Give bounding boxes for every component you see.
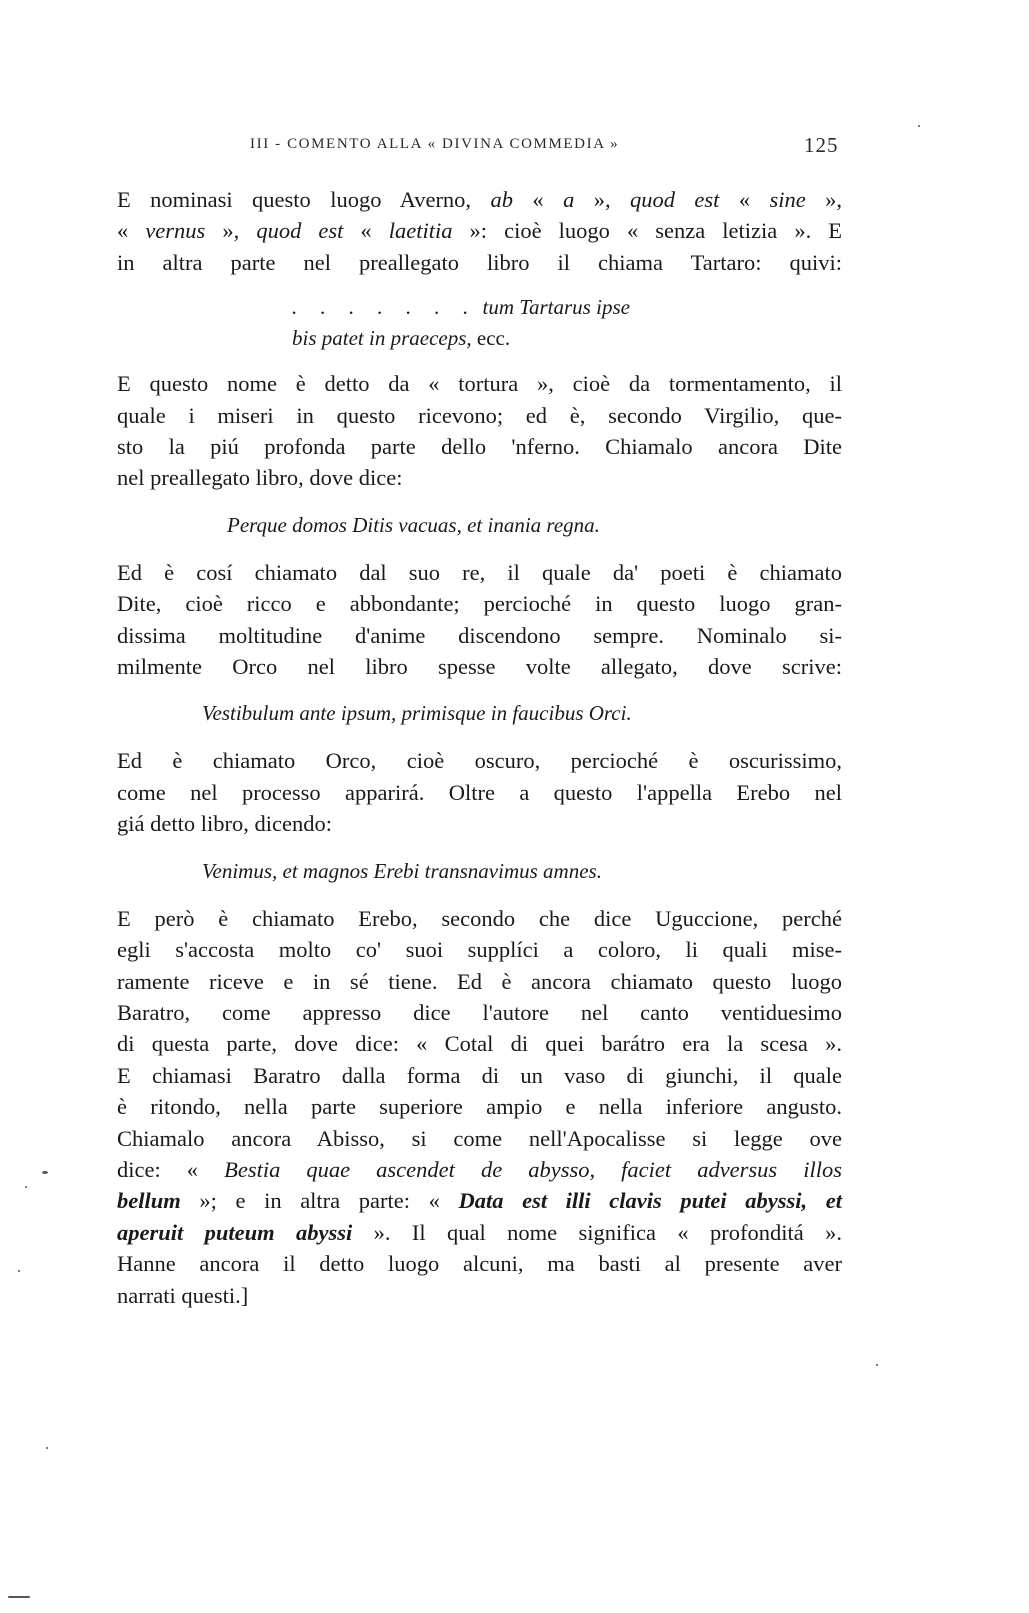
page-number: 125: [804, 133, 839, 157]
margin-speck: [876, 1364, 878, 1366]
paragraph-tartaro: [117, 368, 842, 494]
paragraph-dite: [117, 557, 842, 683]
verse-line: . . . . . . . tum Tartarus ipse: [292, 295, 630, 320]
main-text: [117, 184, 842, 1311]
text-line: Ed è cosí chiamato dal suo re, il quale da' poeti è chiamato: [117, 559, 842, 585]
verse-quote-tartarus: [292, 292, 842, 354]
margin-speck: [25, 1186, 27, 1188]
text-line: Dite, cioè ricco e abbondante; percioché in questo luogo gran-: [117, 591, 842, 617]
text-line: giá detto libro, dicendo:: [117, 811, 332, 837]
verse-quote-orci: Vestibulum ante ipsum, primisque in faucibus Orci.: [202, 701, 632, 726]
verse-line: bis patet in praeceps, ecc.: [292, 326, 511, 351]
verse-quote-erebi: Venimus, et magnos Erebi transnavimus amnes.: [202, 858, 602, 883]
text-line: E però è chiamato Erebo, secondo che dice Uguccione, perché: [117, 905, 842, 931]
text-line: E chiamasi Baratro dalla forma di un vaso di giunchi, il quale: [117, 1062, 842, 1088]
text-line: dice: « Bestia quae ascendet de abysso, faciet adversus illos: [117, 1156, 843, 1182]
margin-speck: [18, 1270, 20, 1272]
text-line: milmente Orco nel libro spesse volte allegato, dove scrive:: [117, 654, 842, 680]
margin-speck: [42, 1171, 48, 1174]
margin-speck: [918, 125, 920, 127]
text-line: narrati questi.]: [117, 1282, 249, 1308]
text-line: E nominasi questo luogo Averno, ab « a », quod est « sine »,: [117, 187, 843, 212]
text-line: in altra parte nel preallegato libro il chiama Tartaro: quivi:: [117, 249, 842, 275]
verse-quote-ditis: Perque domos Ditis vacuas, et inania regna.: [227, 512, 600, 537]
running-header: III - COMENTO ALLA « DIVINA COMMEDIA »: [250, 136, 620, 152]
margin-speck: [46, 1447, 48, 1449]
text-line: nel preallegato libro, dove dice:: [117, 465, 403, 491]
text-line: aperuit puteum abyssi ». Il qual nome significa « profonditá ».: [117, 1219, 843, 1245]
text-line: di questa parte, dove dice: « Cotal di quei barátro era la scesa ».: [117, 1031, 842, 1057]
text-line: E questo nome è detto da « tortura », cioè da tormentamento, il: [117, 371, 842, 397]
text-line: Hanne ancora il detto luogo alcuni, ma basti al presente aver: [117, 1251, 842, 1277]
text-line: bellum »; e in altra parte: « Data est illi clavis putei abyssi, et: [117, 1188, 842, 1214]
text-line: Ed è chiamato Orco, cioè oscuro, percioché è oscurissimo,: [117, 748, 842, 774]
margin-speck: [8, 1596, 30, 1598]
text-line: come nel processo apparirá. Oltre a questo l'appella Erebo nel: [117, 779, 842, 805]
text-line: quale i miseri in questo ricevono; ed è, secondo Virgilio, que-: [117, 402, 842, 428]
paragraph-orco: [117, 745, 842, 839]
text-line: dissima moltitudine d'anime discendono sempre. Nominalo si-: [117, 622, 842, 648]
text-line: egli s'accosta molto co' suoi supplíci a coloro, li quali mise-: [117, 937, 842, 963]
paragraph-averno: [117, 184, 842, 278]
text-line: Baratro, come appresso dice l'autore nel canto ventiduesimo: [117, 999, 842, 1025]
text-line: « vernus », quod est « laetitia »: cioè luogo « senza letizia ». E: [117, 218, 843, 244]
text-line: sto la piú profonda parte dello 'nferno. Chiamalo ancora Dite: [117, 434, 842, 460]
paragraph-erebo: [117, 903, 842, 1311]
text-line: Chiamalo ancora Abisso, si come nell'Apocalisse si legge ove: [117, 1125, 842, 1151]
text-line: ramente riceve e in sé tiene. Ed è ancora chiamato questo luogo: [117, 968, 842, 994]
text-line: è ritondo, nella parte superiore ampio e nella inferiore angusto.: [117, 1094, 842, 1120]
